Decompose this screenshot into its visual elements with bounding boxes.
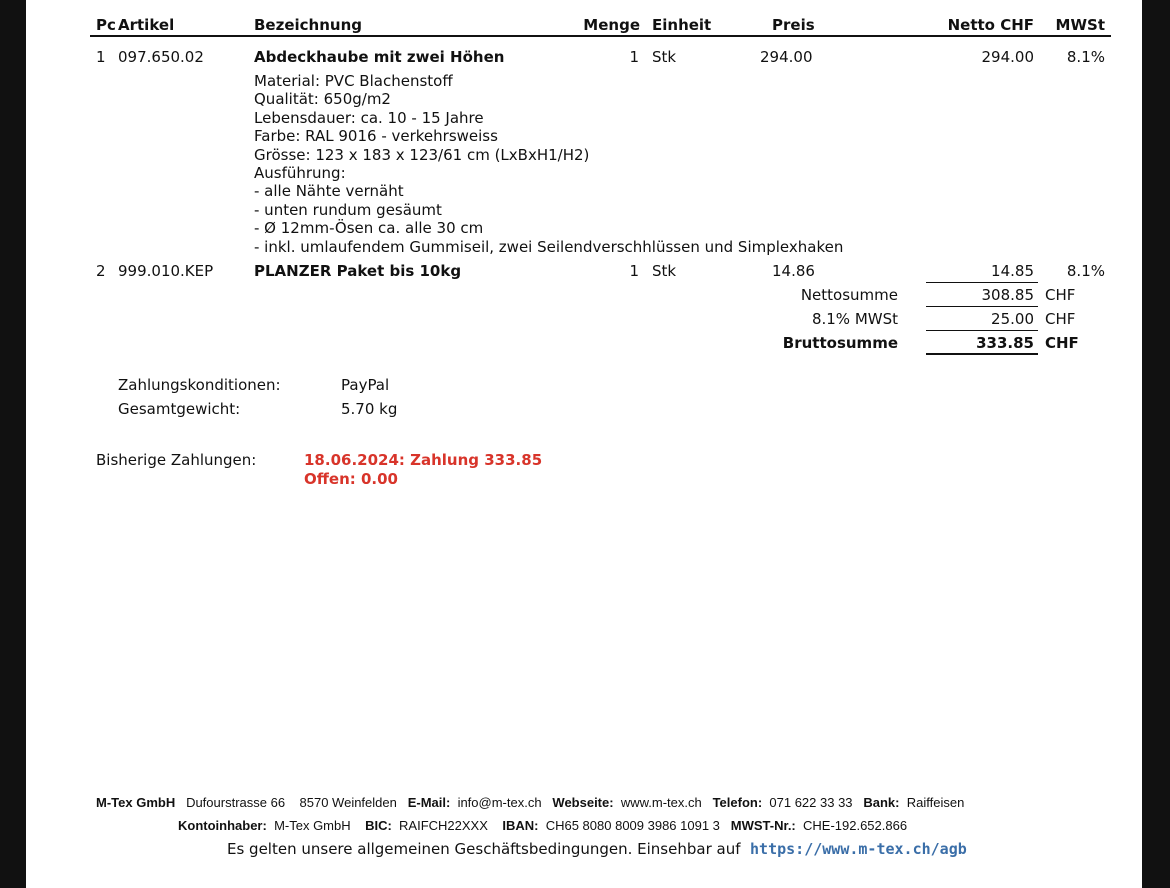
description-line: Lebensdauer: ca. 10 - 15 Jahre [254,108,484,127]
mwst-label: 8.1% MWSt [811,310,898,328]
footer-holder-label: Kontoinhaber: [178,818,267,833]
footer-phone-label: Telefon: [712,795,763,810]
description-line: Qualität: 650g/m2 [254,90,391,109]
row-artikel: 097.650.02 [118,48,204,66]
header-einheit: Einheit [652,16,712,34]
agb-text: Es gelten unsere allgemeinen Geschäftsbedingungen. Einsehbar auf [227,840,741,858]
description-line: Grösse: 123 x 183 x 123/61 cm (LxBxH1/H2) [254,145,590,164]
mwst-value: 25.00 [991,310,1034,328]
footer-web: www.m-tex.ch [620,795,702,810]
description-line: - unten rundum gesäumt [254,200,442,219]
row-mwst: 8.1% [1066,48,1105,66]
netto-label: Nettosumme [800,286,898,304]
row-pos: 1 [96,48,106,66]
footer-company: M-Tex GmbH [96,795,176,810]
row-netto: 14.85 [991,262,1034,280]
payment-terms-value: PayPal [341,376,390,394]
description-line: Ausführung: [254,164,346,183]
totals-rule-top [926,282,1038,283]
header-bezeichnung: Bezeichnung [254,16,362,34]
row-einheit: Stk [652,262,677,280]
footer-agb [227,840,967,858]
right-border [1142,0,1170,888]
totals-rule-bottom [926,330,1038,331]
weight-value: 5.70 kg [341,400,398,418]
brutto-label: Bruttosumme [782,334,898,352]
row-description [254,72,843,256]
footer-bank-label: Bank: [863,795,900,810]
header-netto: Netto CHF [947,16,1034,34]
footer-iban-label: IBAN: [502,818,539,833]
footer-city: 8570 Weinfelden [299,795,397,810]
footer-bic-label: BIC: [365,818,392,833]
row-menge: 1 [629,48,639,66]
row-mwst: 8.1% [1066,262,1105,280]
footer-iban: CH65 8080 8009 3986 1091 3 [545,818,720,833]
description-line: - alle Nähte vernäht [254,182,404,201]
footer-vat: CHE-192.652.866 [803,818,908,833]
payment-line: 18.06.2024: Zahlung 333.85 [304,451,543,469]
row-pos: 2 [96,262,106,280]
footer-bank: Raiffeisen [906,795,965,810]
weight-label: Gesamtgewicht: [118,400,241,418]
row-preis: 14.86 [772,262,815,280]
totals-double-rule [926,353,1038,355]
description-line: Farbe: RAL 9016 - verkehrsweiss [254,127,498,146]
row-artikel: 999.010.KEP [118,262,214,280]
totals-rule-mid [926,306,1038,307]
open-amount: Offen: 0.00 [304,470,398,488]
description-line: Material: PVC Blachenstoff [254,72,453,90]
footer-vat-label: MWST-Nr.: [730,818,796,833]
header-artikel: Artikel [118,16,175,34]
header-preis: Preis [772,16,815,34]
row-einheit: Stk [652,48,677,66]
row-bezeichnung: Abdeckhaube mit zwei Höhen [254,48,505,66]
agb-link[interactable]: https://www.m-tex.ch/agb [750,840,967,858]
footer-line-1 [96,795,964,810]
brutto-currency: CHF [1045,334,1079,352]
footer-email: info@m-tex.ch [457,795,542,810]
netto-currency: CHF [1045,286,1076,304]
row-bezeichnung: PLANZER Paket bis 10kg [254,262,462,280]
left-border [0,0,26,888]
header-underline [90,35,1111,37]
footer-line-2 [178,818,907,833]
row-netto: 294.00 [981,48,1034,66]
description-line: - inkl. umlaufendem Gummiseil, zwei Seilendverschhlüssen und Simplexhaken [254,237,844,256]
header-mwst: MWSt [1055,16,1105,34]
footer-bic: RAIFCH22XXX [399,818,488,833]
footer-web-label: Webseite: [552,795,614,810]
mwst-currency: CHF [1045,310,1076,328]
payment-terms-label: Zahlungskonditionen: [118,376,281,394]
footer-phone: 071 622 33 33 [769,795,853,810]
row-preis: 294.00 [760,48,813,66]
description-line: - Ø 12mm-Ösen ca. alle 30 cm [254,219,484,238]
row-menge: 1 [629,262,639,280]
footer-address: Dufourstrasse 66 [186,795,286,810]
brutto-value: 333.85 [976,334,1034,352]
netto-value: 308.85 [981,286,1034,304]
footer-email-label: E-Mail: [407,795,451,810]
header-pos: Pc [96,16,116,34]
header-menge: Menge [583,16,640,34]
footer-holder: M-Tex GmbH [274,818,351,833]
payments-label: Bisherige Zahlungen: [96,451,257,469]
